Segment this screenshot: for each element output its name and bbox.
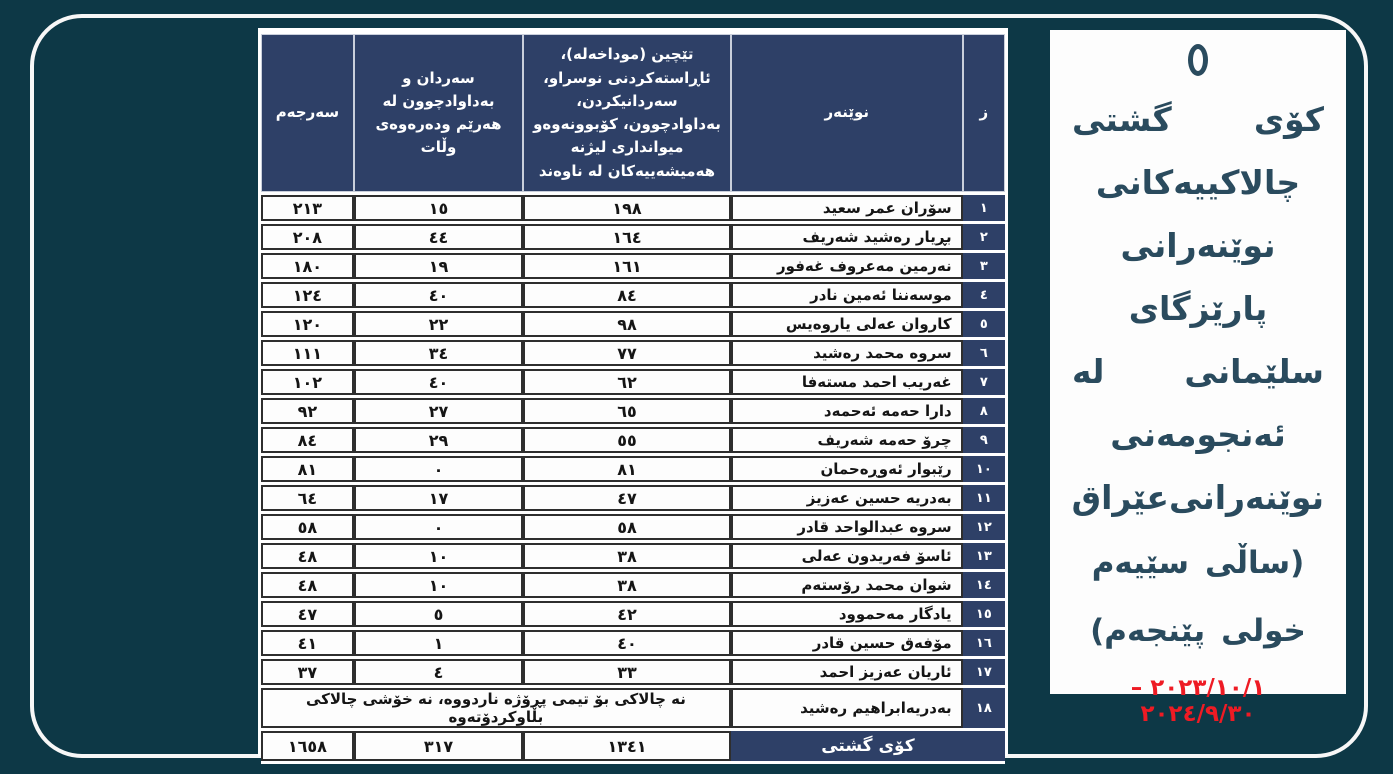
region-visits-value: ٤٠ xyxy=(354,282,523,308)
table-row xyxy=(261,572,1005,598)
region-visits-value: ٤٤ xyxy=(354,224,523,250)
representative-name: یادگار مەحموود xyxy=(731,601,963,627)
representative-name: ئاریان عەزیز احمد xyxy=(731,659,963,685)
activities-table-container xyxy=(258,28,1008,756)
row-number: ١٤ xyxy=(963,572,1005,598)
panel-title-word: ئەنجومەنی xyxy=(1110,415,1286,454)
center-activities-value: ٣٨ xyxy=(523,543,731,569)
panel-title-line xyxy=(1072,403,1324,466)
panel-title-word: عێراق xyxy=(1071,478,1169,517)
table-row xyxy=(261,224,1005,250)
sum-value: ٤٧ xyxy=(261,601,354,627)
panel-subtitle-word: خولی xyxy=(1221,613,1306,649)
panel-title-word: چالاکییەکانی xyxy=(1095,163,1301,202)
row-number: ٩ xyxy=(963,427,1005,453)
panel-title xyxy=(1072,88,1324,529)
table-row xyxy=(261,311,1005,337)
region-visits-value: ٤٠ xyxy=(354,369,523,395)
region-visits-value: ٠ xyxy=(354,514,523,540)
row-number: ١١ xyxy=(963,485,1005,511)
row-number: ١ xyxy=(963,195,1005,221)
sum-value: ٦٤ xyxy=(261,485,354,511)
region-visits-value: ٣٤ xyxy=(354,340,523,366)
table-row xyxy=(261,282,1005,308)
table-row xyxy=(261,369,1005,395)
center-activities-value: ١٩٨ xyxy=(523,195,731,221)
row-number: ٢ xyxy=(963,224,1005,250)
center-activities-value: ٩٨ xyxy=(523,311,731,337)
table-row xyxy=(261,543,1005,569)
representative-name: سروه عبدالواحد قادر xyxy=(731,514,963,540)
sum-value: ٢١٣ xyxy=(261,195,354,221)
panel-title-line xyxy=(1072,277,1324,340)
region-visits-value: ١٩ xyxy=(354,253,523,279)
center-activities-value: ٦٢ xyxy=(523,369,731,395)
row-number: ٨ xyxy=(963,398,1005,424)
sum-value: ٥٨ xyxy=(261,514,354,540)
center-activities-value: ٤٧ xyxy=(523,485,731,511)
table-total-row xyxy=(261,731,1005,761)
date-range: ٢٠٢٣/١٠/١ – ٢٠٢٤/٩/٣٠ xyxy=(1130,675,1266,727)
row-number: ٤ xyxy=(963,282,1005,308)
representative-name: موسەننا ئەمین نادر xyxy=(731,282,963,308)
table-row xyxy=(261,688,1005,728)
representative-name: کاروان عەلی یاروەیس xyxy=(731,311,963,337)
slide-number-marker xyxy=(1188,44,1208,76)
center-activities-value: ٦٥ xyxy=(523,398,731,424)
panel-title-line xyxy=(1072,88,1324,151)
panel-title-line xyxy=(1072,151,1324,214)
region-visits-value: ٠ xyxy=(354,456,523,482)
row-number: ١٢ xyxy=(963,514,1005,540)
row-note: نە چالاکی بۆ تیمی پڕۆژە ناردووە، نە خۆشی چالاکی بڵاوکردۆتەوە xyxy=(261,688,731,728)
table-row xyxy=(261,195,1005,221)
representative-name: نەرمین مەعروف غەفور xyxy=(731,253,963,279)
sum-value: ١٢٤ xyxy=(261,282,354,308)
center-activities-value: ٥٨ xyxy=(523,514,731,540)
region-visits-value: ٤ xyxy=(354,659,523,685)
row-number: ١٧ xyxy=(963,659,1005,685)
row-number: ١٥ xyxy=(963,601,1005,627)
representative-name: بەدریەابراهیم رەشید xyxy=(731,688,963,728)
sum-value: ٨١ xyxy=(261,456,354,482)
row-number: ١٨ xyxy=(963,688,1005,728)
sum-value: ١٢٠ xyxy=(261,311,354,337)
panel-title-line xyxy=(1072,466,1324,529)
total-visits-value: ٣١٧ xyxy=(354,731,523,761)
row-number: ٧ xyxy=(963,369,1005,395)
sum-value: ٢٠٨ xyxy=(261,224,354,250)
representative-name: چرۆ حەمە شەریف xyxy=(731,427,963,453)
panel-title-line xyxy=(1072,340,1324,403)
region-visits-value: ٢٢ xyxy=(354,311,523,337)
representative-name: مۆفەق حسین قادر xyxy=(731,630,963,656)
table-row xyxy=(261,340,1005,366)
table-row xyxy=(261,630,1005,656)
sum-value: ٤١ xyxy=(261,630,354,656)
panel-title-word: کۆی xyxy=(1253,100,1324,139)
center-activities-value: ٥٥ xyxy=(523,427,731,453)
table-row xyxy=(261,253,1005,279)
header-region-visits: سەردان و بەداوادچوون لە هەرێم ودەرەوەی وڵات xyxy=(354,34,523,192)
region-visits-value: ٢٧ xyxy=(354,398,523,424)
region-visits-value: ١٧ xyxy=(354,485,523,511)
total-center-value: ١٣٤١ xyxy=(523,731,731,761)
center-activities-value: ٨١ xyxy=(523,456,731,482)
panel-title-word: نوێنەرانی xyxy=(1168,478,1324,517)
sum-value: ٣٧ xyxy=(261,659,354,685)
panel-title-line xyxy=(1072,214,1324,277)
center-activities-value: ٣٨ xyxy=(523,572,731,598)
row-number: ٣ xyxy=(963,253,1005,279)
row-number: ٦ xyxy=(963,340,1005,366)
representative-name: شوان محمد رۆستەم xyxy=(731,572,963,598)
sum-value: ١٨٠ xyxy=(261,253,354,279)
header-serial: ز xyxy=(963,34,1005,192)
representative-name: ئاسۆ فەریدون عەلی xyxy=(731,543,963,569)
header-center-activities: تێچین (موداخەلە)، ئاڕاستەکردنی نوسراو، سەردانیکردن، بەداوادچوون، کۆبوونەوەو میوانداری لیژنە هەمیشەییەکان لە ناوەند xyxy=(523,34,731,192)
panel-subtitle-word: سێیەم xyxy=(1091,545,1190,581)
panel-title-word: گشتی xyxy=(1072,100,1172,139)
region-visits-value: ١٠ xyxy=(354,572,523,598)
sum-value: ٤٨ xyxy=(261,572,354,598)
table-row xyxy=(261,427,1005,453)
center-activities-value: ٧٧ xyxy=(523,340,731,366)
sum-value: ١٠٢ xyxy=(261,369,354,395)
table-row xyxy=(261,398,1005,424)
representative-name: سروه محمد رەشید xyxy=(731,340,963,366)
panel-title-word: سلێمانی xyxy=(1184,352,1324,391)
row-number: ٥ xyxy=(963,311,1005,337)
center-activities-value: ٤٠ xyxy=(523,630,731,656)
table-row xyxy=(261,514,1005,540)
representative-name: غەریب احمد مستەفا xyxy=(731,369,963,395)
region-visits-value: ١ xyxy=(354,630,523,656)
panel-title-word: پارێزگای xyxy=(1128,289,1268,328)
panel-title-word: نوێنەرانی xyxy=(1120,226,1276,265)
row-number: ١٠ xyxy=(963,456,1005,482)
table-row xyxy=(261,485,1005,511)
region-visits-value: ١٥ xyxy=(354,195,523,221)
center-activities-value: ١٦٤ xyxy=(523,224,731,250)
sum-value: ٨٤ xyxy=(261,427,354,453)
activities-table xyxy=(261,31,1005,764)
representative-name: سۆران عمر سعید xyxy=(731,195,963,221)
panel-subtitle-word: پێنجەم) xyxy=(1090,613,1206,649)
side-title-panel xyxy=(1050,30,1346,727)
panel-subtitle xyxy=(1072,529,1324,665)
sum-value: ١١١ xyxy=(261,340,354,366)
table-row xyxy=(261,659,1005,685)
panel-subtitle-line xyxy=(1072,597,1324,665)
representative-name: رێبوار ئەوڕەحمان xyxy=(731,456,963,482)
table-header-row xyxy=(261,34,1005,192)
region-visits-value: ١٠ xyxy=(354,543,523,569)
region-visits-value: ٥ xyxy=(354,601,523,627)
header-sum: سەرجەم xyxy=(261,34,354,192)
table-row xyxy=(261,601,1005,627)
region-visits-value: ٢٩ xyxy=(354,427,523,453)
center-activities-value: ٨٤ xyxy=(523,282,731,308)
total-label: کۆی گشتی xyxy=(731,731,1005,761)
representative-name: بڕیار رەشید شەریف xyxy=(731,224,963,250)
panel-subtitle-line xyxy=(1072,529,1324,597)
sum-value: ٤٨ xyxy=(261,543,354,569)
representative-name: بەدریه حسین عەزیز xyxy=(731,485,963,511)
center-activities-value: ٣٣ xyxy=(523,659,731,685)
header-representative: نوێنەر xyxy=(731,34,963,192)
panel-title-word: لە xyxy=(1072,352,1105,391)
total-sum-value: ١٦٥٨ xyxy=(261,731,354,761)
panel-subtitle-word: (ساڵی xyxy=(1205,545,1305,581)
representative-name: دارا حەمە ئەحمەد xyxy=(731,398,963,424)
table-row xyxy=(261,456,1005,482)
row-number: ١٣ xyxy=(963,543,1005,569)
center-activities-value: ٤٢ xyxy=(523,601,731,627)
table-body xyxy=(261,195,1005,728)
row-number: ١٦ xyxy=(963,630,1005,656)
sum-value: ٩٢ xyxy=(261,398,354,424)
center-activities-value: ١٦١ xyxy=(523,253,731,279)
